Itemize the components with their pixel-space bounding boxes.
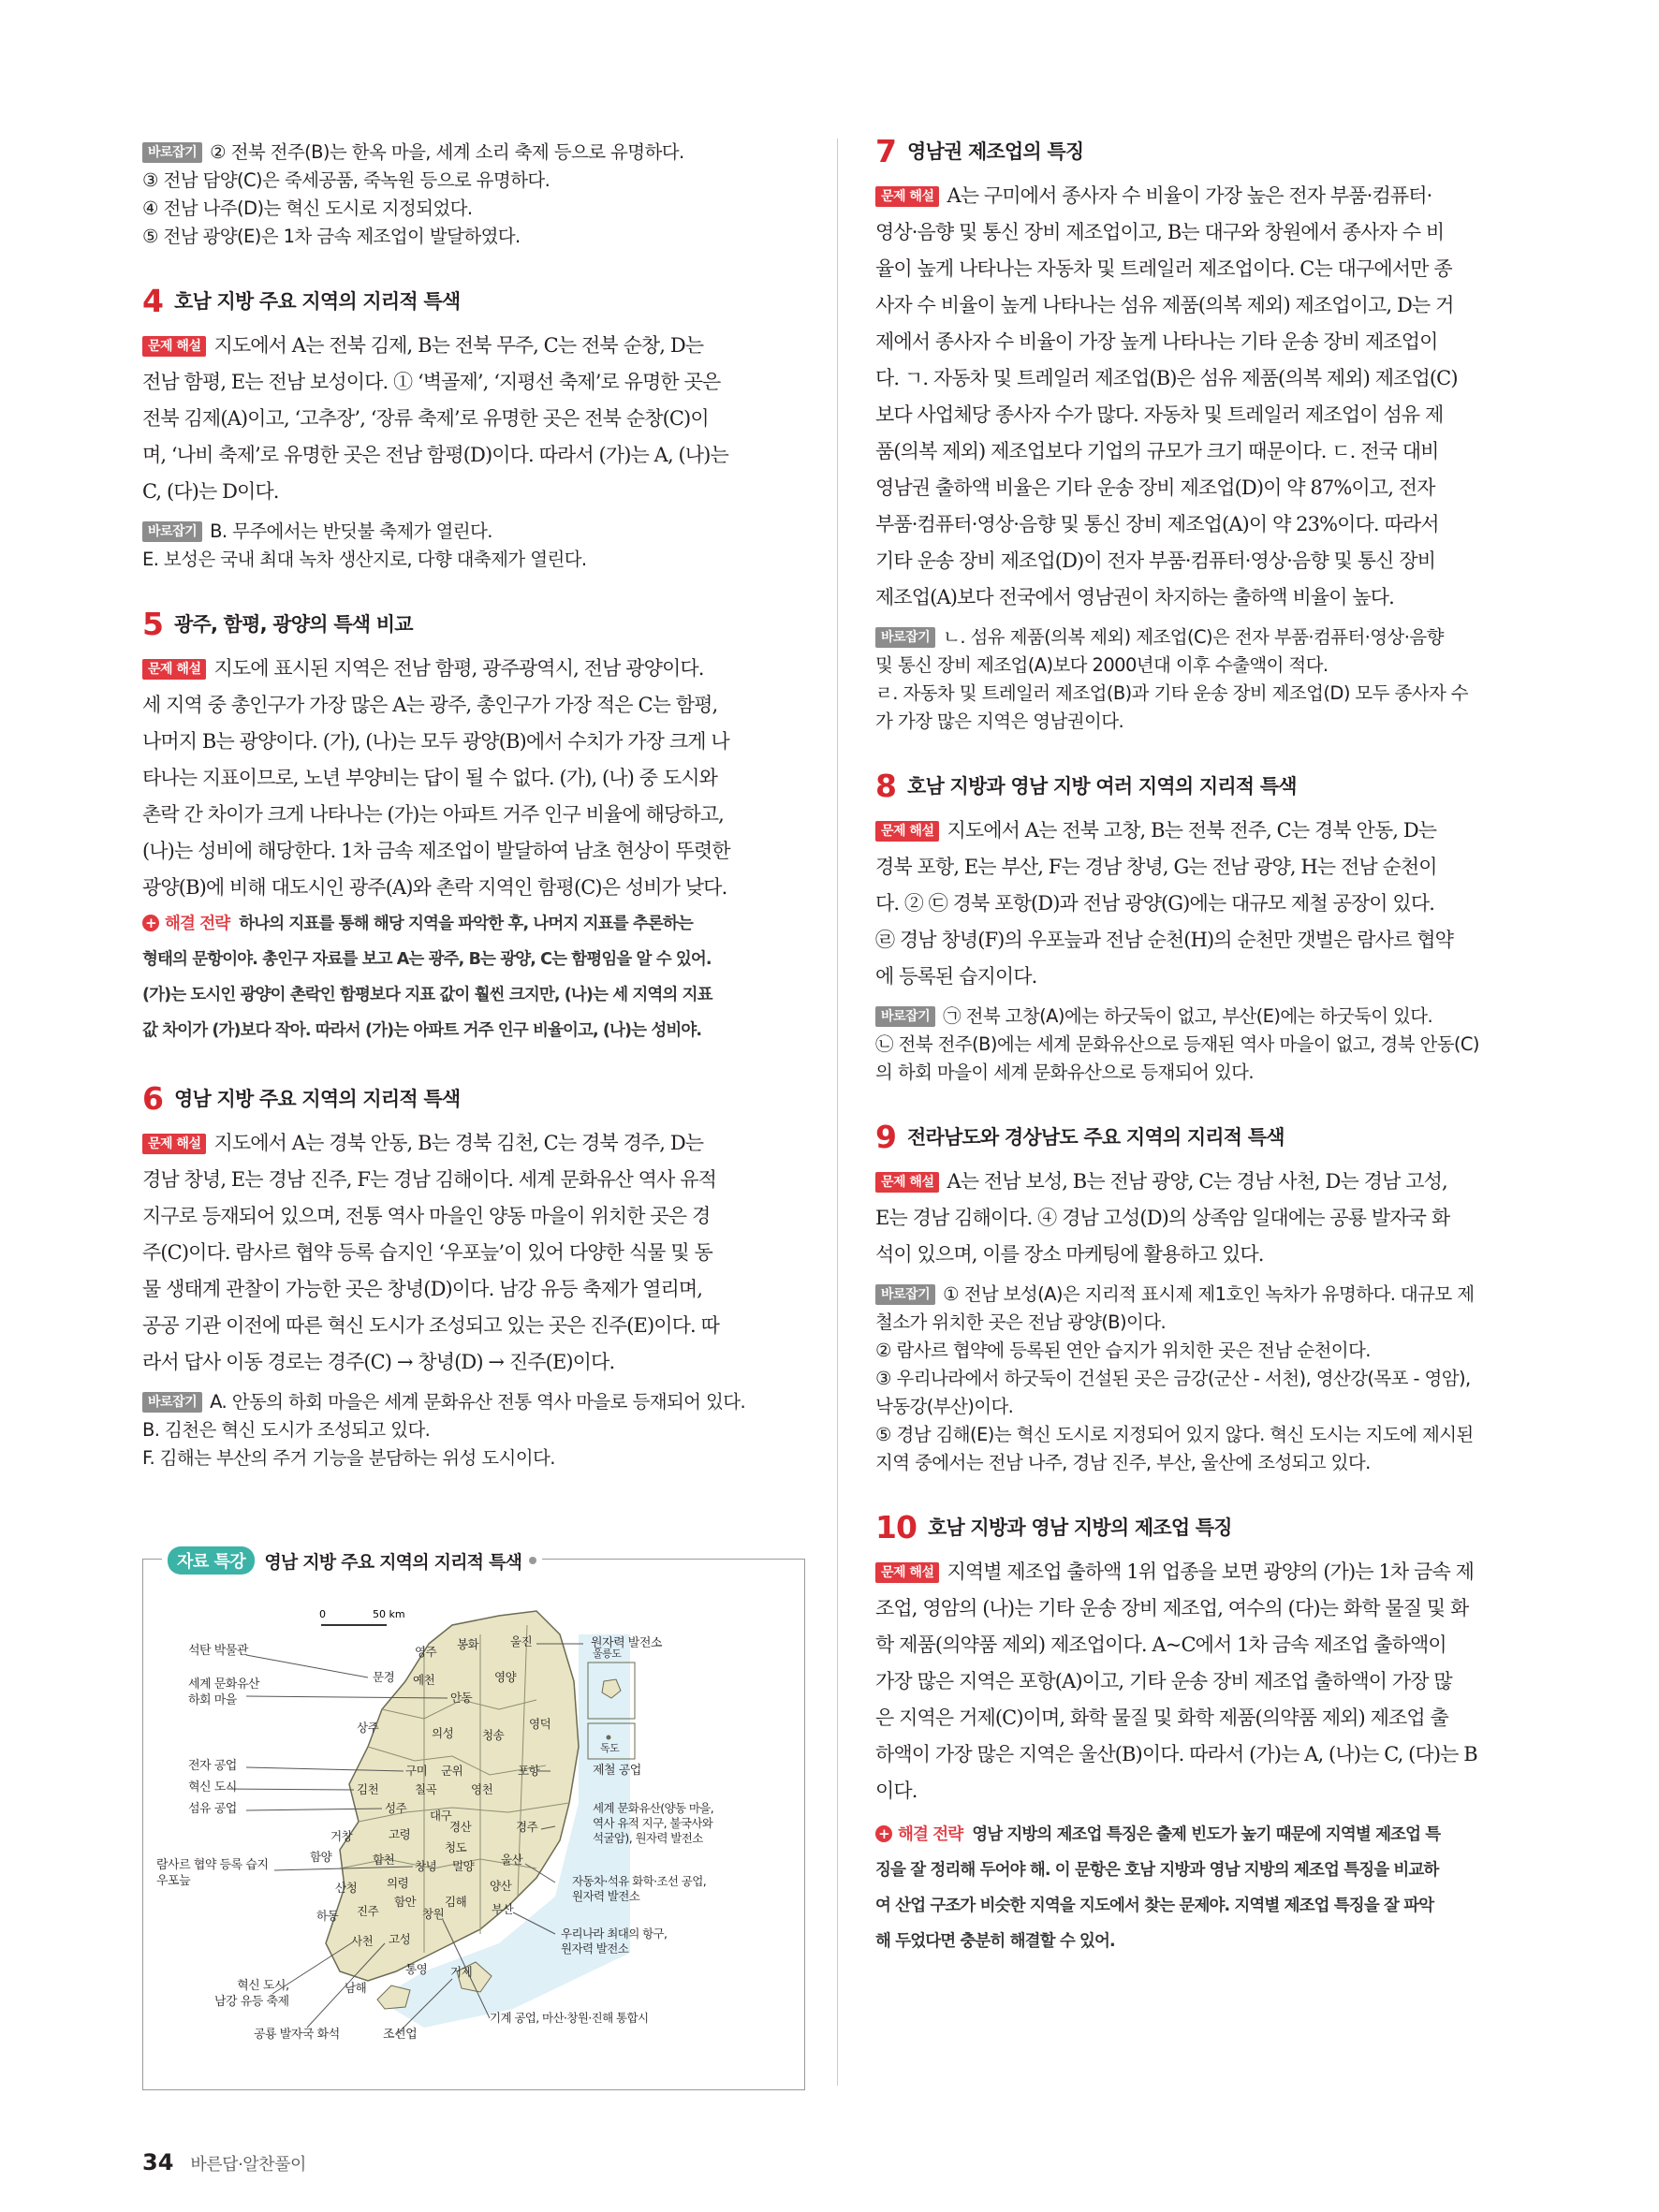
solution-line: 며, ‘나비 축제’로 유명한 곳은 전남 함평(D)이다. 따라서 (가)는 A, (나)는 (142, 444, 728, 466)
section-title: 광주, 함평, 광양의 특색 비교 (173, 613, 413, 636)
strategy-line: 형태의 문항이야. 총인구 자료를 보고 A는 광주, B는 광양, C는 함평임을 알 수 있어. (142, 950, 712, 969)
map-note: 제철 공업 (593, 1764, 641, 1778)
section-9-heading (875, 1119, 1536, 1154)
solution-line: 타나는 지표이므로, 노년 부양비는 답이 될 수 없다. (가), (나) 중 도시와 (142, 767, 718, 789)
map-note: 공룡 발자국 화석 (254, 2028, 340, 2042)
solution-line: 학 제품(의약품 제외) 제조업이다. A~C에서 1차 금속 제조업 출하액이 (875, 1633, 1446, 1656)
section-5-heading (142, 606, 803, 641)
strategy-label: 해결 전략 (898, 1825, 963, 1844)
place-label: 산청 (335, 1881, 358, 1895)
solution-line: 다. ㄱ. 자동차 및 트레일러 제조업(B)은 섬유 제품(의복 제외) 제조업(C) (875, 367, 1458, 389)
solution-line: 주(C)이다. 람사르 협약 등록 습지인 ‘우포늪’이 있어 다양한 식물 및 동 (142, 1241, 712, 1264)
plus-icon: + (875, 1825, 892, 1842)
solution-line: 에 등록된 습지이다. (875, 965, 1037, 988)
solution-tag: 문제 해설 (142, 1134, 206, 1154)
column-divider (837, 139, 838, 2086)
place-label: 영덕 (529, 1717, 551, 1731)
strategy-label: 해결 전략 (165, 915, 230, 933)
solution-line: 영남권 출하액 비율은 기타 운송 장비 제조업(D)이 약 87%이고, 전자 (875, 476, 1435, 499)
solution-line: 지구로 등재되어 있으며, 전통 역사 마을인 양동 마을이 위치한 곳은 경 (142, 1205, 711, 1227)
wrong-fix-tag: 바로잡기 (875, 1284, 935, 1305)
place-label: 예천 (413, 1673, 435, 1687)
section-number: 7 (875, 132, 896, 169)
section-title: 호남 지방과 영남 지방 여러 지역의 지리적 특색 (906, 775, 1297, 798)
strategy-line: (가)는 도시인 광양이 촌락인 함평보다 지표 값이 훨씬 크지만, (나)는 세 지역의 지표 (142, 986, 712, 1004)
dokdo-dot (607, 1736, 611, 1740)
wrong-fix-line: 바로잡기 ㄴ. 섬유 제품(의복 제외) 제조업(C)은 전자 부품·컴퓨터·영상·음향 (875, 623, 1536, 652)
namhae-island (377, 1985, 410, 2009)
solution-tag: 문제 해설 (875, 821, 939, 842)
strategy-line: + 해결 전략 하나의 지표를 통해 해당 지역을 파악한 후, 나머지 지표를 추론하는 (142, 906, 803, 942)
map-note: 전자 공업 (188, 1759, 237, 1773)
map-note: 원자력 발전소 (591, 1636, 662, 1650)
page-number: 34 (142, 2149, 174, 2175)
map-note: 섬유 공업 (188, 1802, 237, 1816)
wrong-fix-line: ③ 우리나라에서 하굿둑이 건설된 곳은 금강(군산 - 서천), 영산강(목포 - 영암), (875, 1368, 1471, 1389)
wrong-fix-line: ㄹ. 자동차 및 트레일러 제조업(B)과 기타 운송 장비 제조업(D) 모두 종사자 수 (875, 682, 1469, 704)
wrong-fix-line: 바로잡기 ① 전남 보성(A)은 지리적 표시제 제1호인 녹차가 유명하다. 대규모 제 (875, 1281, 1536, 1309)
solution-tag: 문제 해설 (142, 336, 206, 357)
section-number: 8 (875, 767, 896, 804)
wrong-fix-line: ② 람사르 협약에 등록된 연안 습지가 위치한 곳은 전남 순천이다. (875, 1340, 1371, 1361)
wrong-fix-tag: 바로잡기 (142, 142, 202, 163)
wrong-fix-tag: 바로잡기 (142, 1392, 202, 1413)
wrong-fix-line: ㉡ 전북 전주(B)에는 세계 문화유산으로 등재된 역사 마을이 없고, 경북 안동(C) (875, 1033, 1479, 1055)
place-label: 의성 (432, 1726, 454, 1740)
place-label: 구미 (405, 1764, 428, 1778)
wrong-fix-line: 지역 중에서는 전남 나주, 경남 진주, 부산, 울산에 조성되고 있다. (875, 1452, 1371, 1473)
place-label: 남해 (345, 1981, 367, 1995)
place-label: 함양 (310, 1850, 332, 1864)
strategy-line: 값 차이가 (가)보다 작아. 따라서 (가)는 아파트 거주 인구 비율이고, (나)는 성비야. (142, 1021, 702, 1040)
place-label: 성주 (385, 1801, 407, 1815)
solution-line: 광양(B)에 비해 대도시인 광주(A)와 촌락 지역인 함평(C)은 성비가 낮다. (142, 876, 727, 899)
wrong-fix-tag: 바로잡기 (875, 627, 935, 648)
solution-line: 전북 김제(A)이고, ‘고추장’, ‘장류 축제’로 유명한 곳은 전북 순창(C)이 (142, 407, 709, 430)
solution-line: 이다. (875, 1780, 918, 1802)
solution-line: 보다 사업체당 종사자 수가 많다. 자동차 및 트레일러 제조업이 섬유 제 (875, 403, 1444, 426)
solution-line: 촌락 간 차이가 크게 나타나는 (가)는 아파트 거주 인구 비율에 해당하고, (142, 803, 724, 826)
place-label: 김천 (357, 1782, 379, 1796)
section-number: 5 (142, 605, 163, 642)
section-number: 6 (142, 1079, 163, 1117)
solution-line: 나머지 B는 광양이다. (가), (나)는 모두 광양(B)에서 수치가 가장 크게 나 (142, 730, 729, 753)
strategy-line: + 해결 전략 영남 지방의 제조업 특징은 출제 빈도가 높기 때문에 지역별 제조업 특 (875, 1817, 1536, 1853)
plus-icon: + (142, 915, 159, 931)
wrong-fix-line: F. 김해는 부산의 주거 기능을 분담하는 위성 도시이다. (142, 1447, 555, 1469)
map-note: 석탄 박물관 (188, 1644, 248, 1658)
solution-line: 전남 함평, E는 전남 보성이다. ① ‘벽골제’, ‘지평선 축제’로 유명한 곳은 (142, 371, 721, 393)
place-label: 영천 (471, 1782, 493, 1796)
place-label: 고성 (389, 1932, 411, 1946)
wrong-fix-line: 낙동강(부산)이다. (875, 1396, 1014, 1417)
place-label: 의령 (387, 1876, 409, 1890)
map-note: 세계 문화유산 하회 마을 (188, 1677, 259, 1707)
map-feature-box (142, 1551, 805, 2090)
place-label: 고령 (389, 1827, 411, 1841)
map-note: 우리나라 최대의 항구, 원자력 발전소 (561, 1926, 668, 1956)
solution-line: 다. ② ㉢ 경북 포항(D)과 전남 광양(G)에는 대규모 제철 공장이 있다. (875, 892, 1434, 915)
strategy-line: 여 산업 구조가 비슷한 지역을 지도에서 찾는 문제야. 지역별 제조업 특징을 잘 파악 (875, 1897, 1434, 1915)
solution-line: 율이 높게 나타나는 자동차 및 트레일러 제조업이다. C는 대구에서만 종 (875, 257, 1452, 280)
place-label: 통영 (405, 1962, 428, 1976)
place-label: 사천 (351, 1934, 374, 1948)
place-label: 영양 (494, 1670, 517, 1684)
wrong-fix-line: 의 하회 마을이 세계 문화유산으로 등재되어 있다. (875, 1062, 1254, 1083)
wrong-fix-line: ④ 전남 나주(D)는 혁신 도시로 지정되었다. (142, 198, 473, 219)
place-label: 영주 (415, 1645, 437, 1659)
wrong-fix-line: 바로잡기 A. 안동의 하회 마을은 세계 문화유산 전통 역사 마을로 등재되어 있다. (142, 1388, 803, 1416)
place-label: 청도 (445, 1840, 467, 1854)
wrong-fix-line: 가 가장 많은 지역은 영남권이다. (875, 710, 1124, 732)
wrong-fix-line: B. 김천은 혁신 도시가 조성되고 있다. (142, 1419, 431, 1441)
map-note: 혁신 도시, 남강 유등 축제 (214, 1979, 289, 2009)
place-label: 울릉도 (593, 1648, 622, 1660)
section-number: 9 (875, 1118, 896, 1155)
place-label: 김해 (445, 1895, 467, 1909)
section-title: 호남 지방과 영남 지방의 제조업 특징 (927, 1516, 1232, 1539)
place-label: 청송 (482, 1728, 505, 1742)
page-footer (142, 2149, 306, 2175)
solution-line: 조업, 영암의 (나)는 기타 운송 장비 제조업, 여수의 (다)는 화학 물질 및 화 (875, 1597, 1469, 1619)
place-label: 거창 (330, 1829, 353, 1843)
solution-line: 제에서 종사자 수 비율이 가장 높게 나타나는 기타 운송 장비 제조업이 (875, 330, 1438, 353)
solution-line: 석이 있으며, 이를 장소 마케팅에 활용하고 있다. (875, 1243, 1264, 1266)
footer-title: 바른답·알찬풀이 (190, 2155, 306, 2175)
place-label: 안동 (450, 1691, 473, 1705)
solution-line: 문제 해설 지도에서 A는 경북 안동, B는 경북 김천, C는 경북 경주, D는 (142, 1125, 803, 1162)
solution-line: 문제 해설 A는 구미에서 종사자 수 비율이 가장 높은 전자 부품·컴퓨터· (875, 178, 1536, 214)
place-label: 창원 (422, 1907, 445, 1921)
place-label: 창녕 (415, 1859, 437, 1873)
solution-line: 문제 해설 A는 전남 보성, B는 전남 광양, C는 경남 사천, D는 경남 고성, (875, 1164, 1536, 1200)
section-number: 10 (875, 1508, 917, 1545)
map-tag: 자료 특강 (168, 1546, 255, 1575)
place-label: 울산 (501, 1853, 523, 1867)
place-label: 합천 (373, 1853, 395, 1867)
solution-line: 사자 수 비율이 높게 나타나는 섬유 제품(의복 제외) 제조업이고, D는 거 (875, 294, 1454, 316)
section-8-heading (875, 768, 1536, 803)
place-label: 칠곡 (415, 1782, 437, 1796)
section-title: 전라남도와 경상남도 주요 지역의 지리적 특색 (906, 1126, 1285, 1149)
map-note: 람사르 협약 등록 습지 우포늪 (156, 1858, 269, 1888)
solution-line: C, (다)는 D이다. (142, 480, 279, 503)
place-label: 양산 (490, 1879, 512, 1893)
left-column (142, 139, 803, 1472)
wrong-fix-tag: 바로잡기 (875, 1006, 935, 1027)
place-label: 대구 (430, 1809, 452, 1823)
solution-line: 세 지역 중 총인구가 가장 많은 A는 광주, 총인구가 가장 적은 C는 함평, (142, 694, 718, 716)
solution-line: 공공 기관 이전에 따른 혁신 도시가 조성되고 있는 곳은 진주(E)이다. 따 (142, 1314, 719, 1337)
place-label: 진주 (357, 1904, 379, 1918)
solution-line: 문제 해설 지도에 표시된 지역은 전남 함평, 광주광역시, 전남 광양이다. (142, 651, 803, 687)
wrong-fix-block: 바로잡기 ② 전북 전주(B)는 한옥 마을, 세계 소리 축제 등으로 유명하다. (142, 139, 803, 167)
solution-tag: 문제 해설 (875, 1562, 939, 1583)
solution-tag: 문제 해설 (875, 186, 939, 207)
wrong-fix-line: 철소가 위치한 곳은 전남 광양(B)이다. (875, 1311, 1167, 1333)
section-title: 영남권 제조업의 특징 (906, 140, 1084, 163)
solution-line: 기타 운송 장비 제조업(D)이 전자 부품·컴퓨터·영상·음향 및 통신 장비 (875, 549, 1436, 572)
map-note: 자동차·석유 화학·조선 공업, 원자력 발전소 (572, 1874, 707, 1903)
wrong-fix-line: ⑤ 전남 광양(E)은 1차 금속 제조업이 발달하였다. (142, 226, 521, 247)
place-label: 상주 (357, 1721, 379, 1735)
section-title: 호남 지방 주요 지역의 지리적 특색 (173, 290, 461, 313)
scale-label: 0 (319, 1608, 326, 1620)
section-7-heading (875, 133, 1536, 168)
place-label: 밀양 (452, 1859, 475, 1873)
solution-tag: 문제 해설 (142, 659, 206, 680)
wrong-fix-tag: 바로잡기 (142, 521, 202, 542)
section-4-heading (142, 283, 803, 318)
solution-line: 경북 포항, E는 부산, F는 경남 창녕, G는 전남 광양, H는 전남 순천이 (875, 856, 1437, 878)
solution-tag: 문제 해설 (875, 1172, 939, 1193)
solution-line: 영상·음향 및 통신 장비 제조업이고, B는 대구와 창원에서 종사자 수 비 (875, 221, 1445, 243)
map-title: 영남 지방 주요 지역의 지리적 특색 (264, 1551, 522, 1573)
section-6-heading (142, 1080, 803, 1116)
solution-line: 문제 해설 지역별 제조업 출하액 1위 업종을 보면 광양의 (가)는 1차 금속 제 (875, 1554, 1536, 1590)
solution-line: 문제 해설 지도에서 A는 전북 고창, B는 전북 전주, C는 경북 안동, D는 (875, 813, 1536, 849)
section-title: 영남 지방 주요 지역의 지리적 특색 (173, 1088, 461, 1110)
wrong-fix-line: 바로잡기 ㉠ 전북 고창(A)에는 하굿둑이 없고, 부산(E)에는 하굿둑이 있다. (875, 1003, 1536, 1031)
right-column (875, 103, 1536, 1959)
solution-line: 경남 창녕, E는 경남 진주, F는 경남 김해이다. 세계 문화유산 역사 유적 (142, 1168, 716, 1191)
map-note: 조선업 (383, 2028, 418, 2042)
solution-line: 가장 많은 지역은 포항(A)이고, 기타 운송 장비 제조업 출하액이 가장 많 (875, 1670, 1452, 1692)
place-label: 부산 (492, 1902, 514, 1916)
solution-line: 품(의복 제외) 제조업보다 기업의 규모가 크기 때문이다. ㄷ. 전국 대비 (875, 440, 1439, 462)
solution-line: 라서 답사 이동 경로는 경주(C) → 창녕(D) → 진주(E)이다. (142, 1351, 615, 1373)
solution-line: ㉣ 경남 창녕(F)의 우포늪과 전남 순천(H)의 순천만 갯벌은 람사르 협약 (875, 929, 1453, 951)
place-label: 경주 (516, 1820, 538, 1834)
map-note: 기계 공업, 마산·창원·진해 통합시 (490, 2011, 649, 2025)
place-label: 거제 (450, 1965, 473, 1979)
solution-line: E는 경남 김해이다. ④ 경남 고성(D)의 상족암 일대에는 공룡 발자국 화 (875, 1207, 1450, 1229)
place-label: 독도 (600, 1742, 620, 1754)
place-label: 경산 (449, 1820, 472, 1834)
place-label: 군위 (441, 1764, 463, 1778)
section-10-heading (875, 1509, 1536, 1545)
strategy-line: 해 두었다면 충분히 해결할 수 있어. (875, 1932, 1115, 1951)
wrong-fix-line: 및 통신 장비 제조업(A)보다 2000년대 이후 수출액이 적다. (875, 654, 1329, 676)
scale-label: 50 km (373, 1608, 405, 1620)
solution-line: 물 생태계 관찰이 가능한 곳은 창녕(D)이다. 남강 유등 축제가 열리며, (142, 1278, 703, 1300)
place-label: 함안 (394, 1895, 417, 1909)
place-label: 봉화 (457, 1637, 479, 1651)
place-label: 포항 (518, 1764, 540, 1778)
wrong-fix-line: ③ 전남 담양(C)은 죽세공품, 죽녹원 등으로 유명하다. (142, 169, 551, 191)
solution-line: 부품·컴퓨터·영상·음향 및 통신 장비 제조업(A)이 약 23%이다. 따라서 (875, 513, 1439, 535)
wrong-fix-line: E. 보성은 국내 최대 녹차 생산지로, 다향 대축제가 열린다. (142, 549, 587, 570)
map-note: 세계 문화유산(양동 마을, 역사 유적 지구, 불국사와 석굴암), 원자력 발전소 (593, 1801, 714, 1845)
map-note: 혁신 도시 (188, 1780, 237, 1795)
strategy-line: 징을 잘 정리해 두어야 해. 이 문항은 호남 지방과 영남 지방의 제조업 특징을 비교하 (875, 1861, 1439, 1880)
place-label: 울진 (510, 1634, 533, 1648)
section-number: 4 (142, 282, 163, 319)
wrong-fix-line: ⑤ 경남 김해(E)는 혁신 도시로 지정되어 있지 않다. 혁신 도시는 지도에 제시된 (875, 1424, 1474, 1445)
place-label: 하동 (316, 1909, 339, 1923)
solution-line: 문제 해설 지도에서 A는 전북 김제, B는 전북 무주, C는 전북 순창, D는 (142, 328, 803, 364)
solution-line: (나)는 성비에 해당한다. 1차 금속 제조업이 발달하여 남초 현상이 뚜렷한 (142, 840, 730, 862)
place-label: 문경 (373, 1670, 395, 1684)
solution-line: 제조업(A)보다 전국에서 영남권이 차지하는 출하액 비율이 높다. (875, 586, 1394, 608)
wrong-fix-line: 바로잡기 B. 무주에서는 반딧불 축제가 열린다. (142, 518, 803, 546)
solution-line: 하액이 가장 많은 지역은 울산(B)이다. 따라서 (가)는 A, (나)는 C, (다)는 B (875, 1743, 1477, 1765)
solution-line: 은 지역은 거제(C)이며, 화학 물질 및 화학 제품(의약품 제외) 제조업 출 (875, 1707, 1448, 1729)
